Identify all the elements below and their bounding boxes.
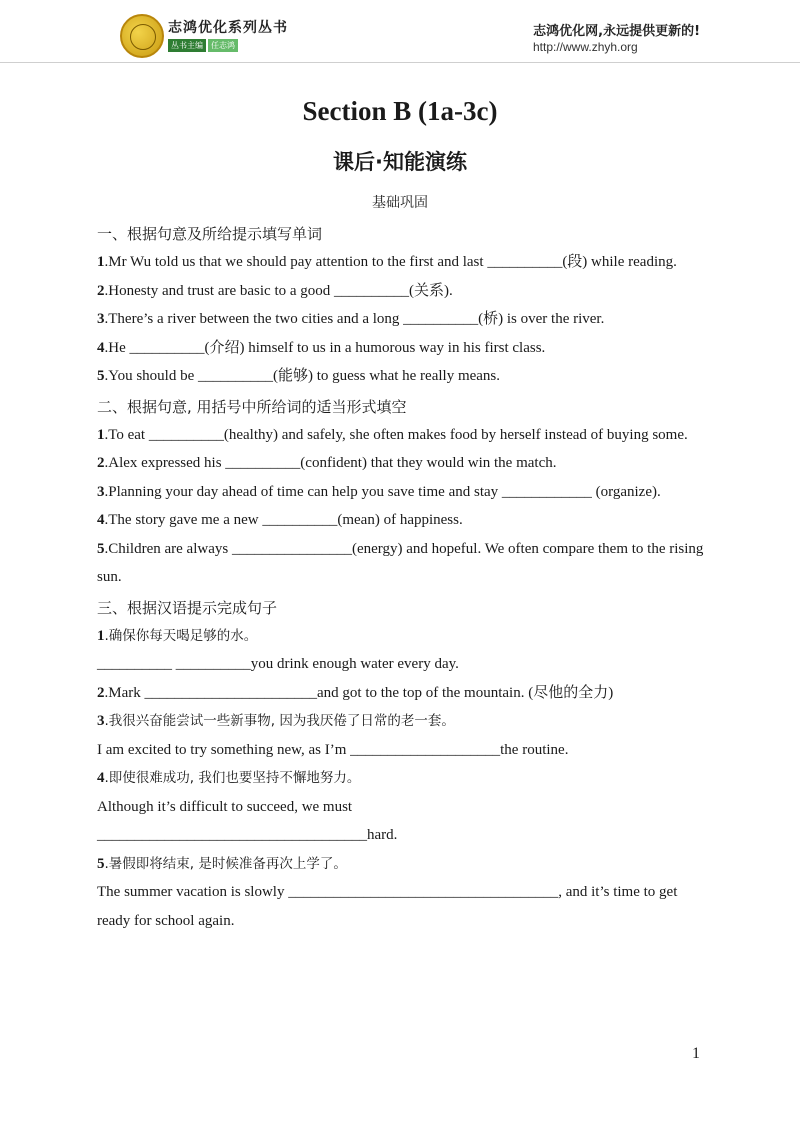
question [97, 277, 705, 306]
publisher-logo-icon [120, 14, 164, 58]
question-text: .The story gave me a new __________(mean) of happiness. [104, 512, 463, 528]
question-text: .Mr Wu told us that we should pay attention to the first and last __________(段) while reading. [104, 254, 677, 270]
question [97, 362, 705, 391]
question-number: 3 [97, 311, 105, 327]
header-divider [0, 62, 800, 63]
chinese-prompt: .暑假即将结束, 是时候准备再次上学了。 [104, 855, 347, 872]
chinese-prompt: .确保你每天喝足够的水。 [104, 627, 258, 644]
section-2-heading: 二、根据句意, 用括号中所给词的适当形式填空 [97, 397, 407, 416]
site-url: http://www.zhyh.org [533, 40, 638, 54]
editor-badge-label: 丛书主编 [168, 39, 206, 52]
series-title: 志鸿优化系列丛书 [168, 20, 288, 36]
question-number: 2 [97, 684, 105, 701]
chinese-prompt: .即使很难成功, 我们也要坚持不懈地努力。 [104, 770, 361, 786]
question [97, 449, 705, 478]
question [97, 506, 705, 535]
question-number: 2 [97, 455, 105, 471]
answer-line: __________ __________you drink enough water every day. [97, 656, 459, 672]
question-number: 4 [97, 512, 105, 528]
answer-line: The summer vacation is slowly ____________________________________, and it’s time to get ready for school again. [97, 884, 678, 929]
level-label: 基础巩固 [372, 195, 428, 211]
question-text: .Children are always ________________(energy) and hopeful. We often compare them to the rising sun. [97, 540, 704, 585]
question-text: .You should be __________(能够) to guess what he really means. [104, 368, 501, 384]
question [97, 334, 705, 363]
question [97, 305, 705, 334]
question [97, 421, 705, 450]
question-text: .He __________(介绍) himself to us in a humorous way in his first class. [104, 339, 546, 356]
page-number: 1 [692, 1045, 700, 1062]
question-text: .To eat __________(healthy) and safely, she often makes food by herself instead of buying some. [104, 426, 688, 443]
question-number: 5 [97, 368, 105, 384]
question-number: 5 [97, 540, 105, 557]
question [97, 248, 705, 277]
chinese-prompt: .我很兴奋能尝试一些新事物, 因为我厌倦了日常的老一套。 [104, 713, 455, 729]
question-text: .Planning your day ahead of time can help you save time and stay ____________ (organize). [104, 483, 661, 500]
site-slogan: 志鸿优化网,永远提供更新的! [533, 24, 700, 39]
question-number: 1 [97, 426, 105, 443]
question-text: .Alex expressed his __________(confident) that they would win the match. [104, 455, 557, 471]
question-text: .There’s a river between the two cities and a long __________(桥) is over the river. [104, 311, 605, 327]
page-header [0, 0, 800, 70]
question-number: 3 [97, 483, 105, 500]
question-prompt [97, 850, 705, 879]
question-number: 4 [97, 770, 105, 786]
question [97, 478, 705, 507]
question-text: .Mark _______________________and got to the top of the mountain. (尽他的全力) [104, 684, 614, 701]
question-number: 2 [97, 282, 105, 299]
page-title: Section B (1a-3c) [302, 96, 498, 126]
editor-badge-name: 任志鸿 [208, 39, 238, 52]
page-subtitle: 课后·知能演练 [333, 150, 467, 174]
answer-line: Although it’s difficult to succeed, we must [97, 798, 353, 815]
exercise-content [97, 218, 705, 935]
question-number: 3 [97, 713, 105, 729]
answer-line: ____________________________________hard. [97, 827, 398, 843]
question-number: 1 [97, 627, 105, 644]
series-badges [168, 39, 238, 52]
question-prompt [97, 707, 705, 736]
question-number: 4 [97, 339, 105, 356]
question [97, 679, 705, 708]
question-number: 1 [97, 254, 105, 270]
answer-line: I am excited to try something new, as I’m ____________________the routine. [97, 741, 569, 758]
question [97, 535, 705, 592]
section-3-heading: 三、根据汉语提示完成句子 [97, 598, 278, 617]
question-prompt [97, 764, 705, 793]
question-prompt [97, 622, 705, 651]
question-number: 5 [97, 855, 105, 872]
question-text: .Honesty and trust are basic to a good __________(关系). [104, 282, 453, 299]
section-1-heading: 一、根据句意及所给提示填写单词 [97, 225, 323, 243]
